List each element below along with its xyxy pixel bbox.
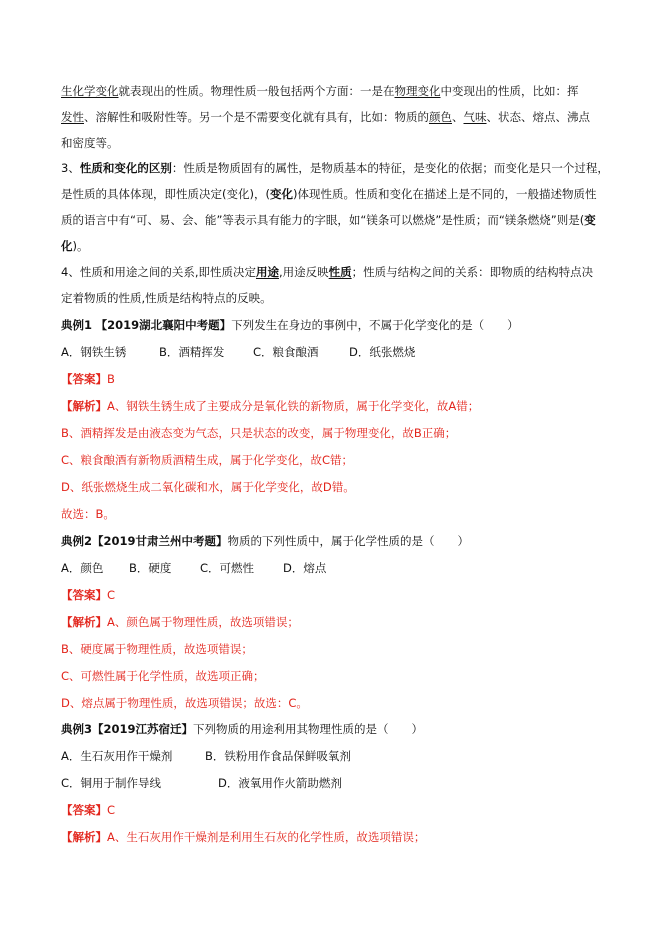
example3-option-a: A．生石灰用作干燥剂	[61, 749, 173, 763]
intro-line-3: 和密度等。	[61, 136, 119, 150]
example2-option-d: D．熔点	[283, 561, 327, 575]
example1-answer: 【答案】B	[61, 372, 115, 386]
example1-label: 典例1	[61, 318, 93, 332]
intro-line-1: 生化学变化就表现出的性质。物理性质一般包括两个方面：一是在物理变化中变现出的性质，比如：挥	[61, 84, 579, 98]
point4-line-1: 4、性质和用途之间的关系,即性质决定用途,用途反映性质；性质与结构之间的关系：即物质的结构特点决	[61, 265, 594, 279]
example2-option-c: C．可燃性	[200, 561, 255, 575]
example1-option-b: B．酒精挥发	[159, 345, 225, 359]
example3-answer: 【答案】C	[61, 803, 116, 817]
example1-option-c: C．粮食酿酒	[253, 345, 319, 359]
example3-option-c: C．铜用于制作导线	[61, 776, 162, 790]
point3-line-3: 质的语言中有“可、易、会、能”等表示具有能力的字眼，如“镁条可以燃烧”是性质；而“镁条燃烧”则是(变	[61, 213, 596, 227]
example2-option-a: A．颜色	[61, 561, 104, 575]
intro-line-2: 发性、溶解性和吸附性等。另一个是不需要变化就有具有，比如：物质的颜色、气味、状态、熔点、沸点	[61, 110, 590, 124]
term-chemical-change: 生化学变化	[61, 84, 119, 98]
example1-option-d: D．纸张燃烧	[349, 345, 416, 359]
example3-question: 典例3【2019江苏宿迁】下列物质的用途利用其物理性质的是（ ）	[61, 722, 424, 736]
example2-explanation-3: C、可燃性属于化学性质，故选项正确；	[61, 669, 265, 683]
example3-explanation-1: 【解析】A、生石灰用作干燥剂是利用生石灰的化学性质，故选项错误；	[61, 830, 426, 844]
example1-conclusion: 故选：B。	[61, 507, 115, 521]
example1-explanation-2: B、酒精挥发是由液态变为气态，只是状态的改变，属于物理变化，故B正确；	[61, 426, 457, 440]
example1-explanation-1: 【解析】A、钢铁生锈生成了主要成分是氧化铁的新物质，属于化学变化，故A错；	[61, 399, 480, 413]
example1-explanation-4: D、纸张燃烧生成二氧化碳和水，属于化学变化，故D错。	[61, 480, 355, 494]
example3-source: 【2019江苏宿迁】	[92, 722, 194, 736]
point3-line-2: 是性质的具体体现，即性质决定(变化)，(变化)体现性质。性质和变化在描述上是不同的，一般描述物质性	[61, 187, 597, 201]
example2-option-b: B．硬度	[129, 561, 172, 575]
example3-options-row-2	[61, 776, 342, 791]
point4-line-2: 定着物质的性质,性质是结构特点的反映。	[61, 291, 272, 305]
example2-answer: 【答案】C	[61, 588, 116, 602]
example1-option-a: A．钢铁生锈	[61, 345, 127, 359]
example2-label: 典例2	[61, 534, 93, 548]
example3-option-b: B．铁粉用作食品保鲜吸氧剂	[205, 749, 351, 763]
example1-source: 【2019湖北襄阳中考题】	[95, 318, 232, 332]
example3-options-row-1	[61, 749, 351, 764]
point3-heading: 性质和变化的区别	[79, 161, 172, 175]
point3-line-4: 化)。	[61, 239, 89, 253]
example1-question: 典例1 【2019湖北襄阳中考题】下列发生在身边的事例中，不属于化学变化的是（ ）	[61, 318, 519, 332]
example2-source: 【2019甘肃兰州中考题】	[92, 534, 228, 548]
example3-label: 典例3	[61, 722, 93, 736]
example2-question: 典例2【2019甘肃兰州中考题】物质的下列性质中，属于化学性质的是（ ）	[61, 534, 470, 548]
example2-explanation-1: 【解析】A、颜色属于物理性质，故选项错误；	[61, 615, 299, 629]
example3-option-d: D．液氧用作火箭助燃剂	[218, 776, 342, 790]
example1-explanation-3: C、粮食酿酒有新物质酒精生成，属于化学变化，故C错；	[61, 453, 354, 467]
point3-line-1: 3、性质和变化的区别：性质是物质固有的属性，是物质基本的特征，是变化的依据；而变化是只一个过程，	[61, 161, 609, 175]
example1-options	[61, 345, 415, 360]
example2-options	[61, 561, 326, 576]
example2-explanation-4: D、熔点属于物理性质，故选项错误；故选：C。	[61, 696, 308, 710]
example2-explanation-2: B、硬度属于物理性质，故选项错误；	[61, 642, 253, 656]
